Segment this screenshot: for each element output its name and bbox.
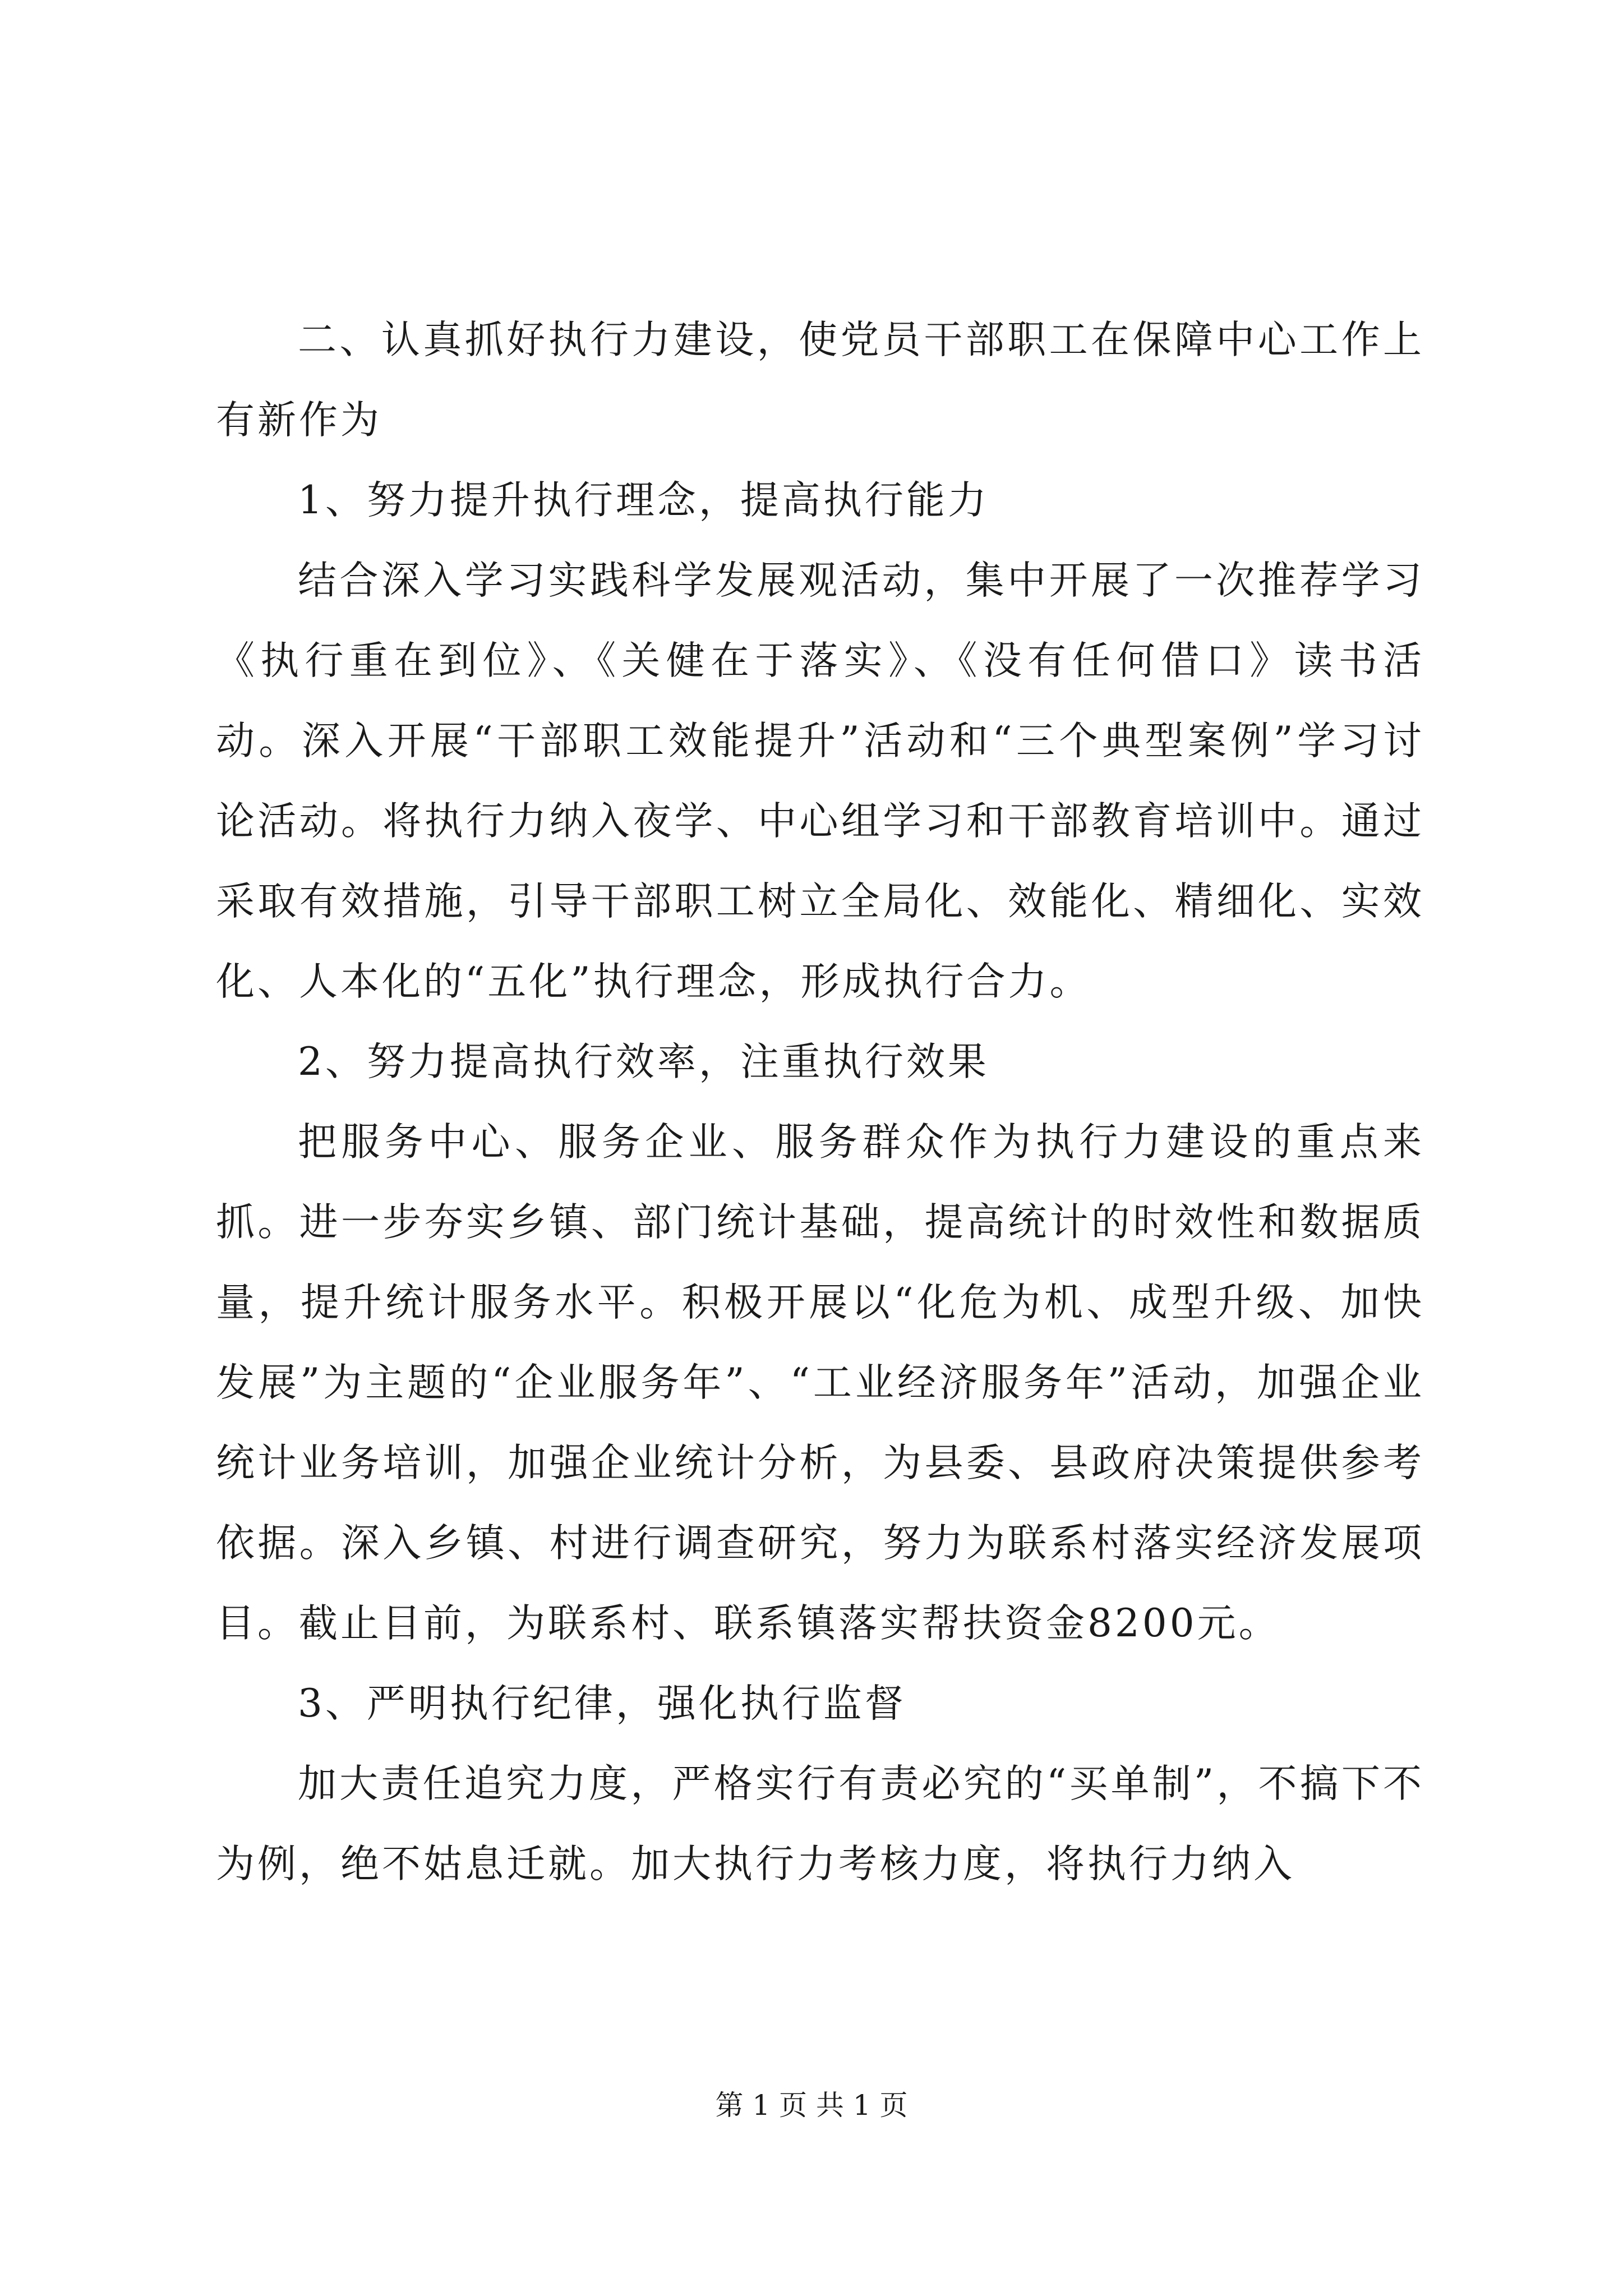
subsection-heading-2: 2、努力提高执行效率，注重执行效果 — [298, 1039, 989, 1084]
document-body — [216, 300, 1424, 1904]
body-paragraph-2: 把服务中心、服务企业、服务群众作为执行力建设的重点来抓。进一步夯实乡镇、部门统计基础，提高统计的时效性和数据质量，提升统计服务水平。积极开展以“化危为机、成型升级、加快发展”为主题的“企业服务年”、“工业经济服务年”活动，加强企业统计业务培训，加强企业统计分析，为县委、县政府决策提供参考依据。深入乡镇、村进行调查研究，努力为联系村落实经济发展项目。截止目前，为联系村、联系镇落实帮扶资金8200元。 — [216, 1120, 1424, 1646]
body-paragraph-3: 加大责任追究力度，严格实行有责必究的“买单制”，不搞下不为例，绝不姑息迁就。加大执行力考核力度，将执行力纳入 — [216, 1761, 1424, 1887]
subsection-heading-3: 3、严明执行纪律，强化执行监督 — [298, 1681, 906, 1726]
body-paragraph-1: 结合深入学习实践科学发展观活动，集中开展了一次推荐学习《执行重在到位》、《关健在于落实》、《没有任何借口》读书活动。深入开展“干部职工效能提升”活动和“三个典型案例”学习讨论活动。将执行力纳入夜学、中心组学习和干部教育培训中。通过采取有效措施，引导干部职工树立全局化、效能化、精细化、实效化、人本化的“五化”执行理念，形成执行合力。 — [216, 558, 1424, 1004]
subsection-heading-1: 1、努力提升执行理念，提高执行能力 — [298, 478, 989, 523]
section-heading: 二、认真抓好执行力建设，使党员干部职工在保障中心工作上有新作为 — [216, 318, 1424, 443]
page-footer: 第 1 页 共 1 页 — [715, 2089, 908, 2122]
